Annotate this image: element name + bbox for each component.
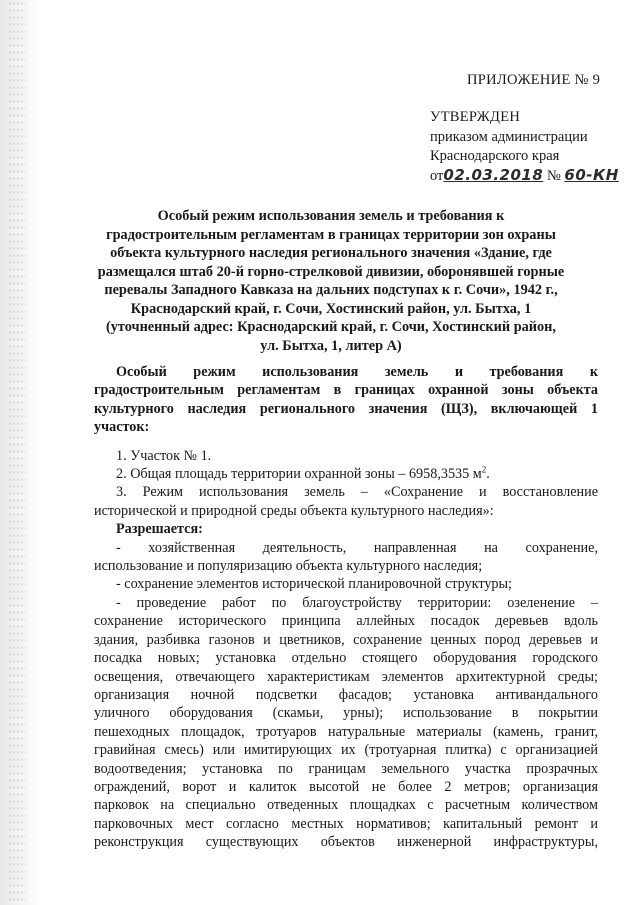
bullet-2: - сохранение элементов исторической планировочной структуры; — [116, 576, 512, 593]
approved-line-2: Краснодарского края — [430, 148, 560, 164]
section-heading-line: культурного наследия регионального значения (ЩЗ), включающей 1 — [94, 400, 598, 417]
bullet-3-line: освещения, отвечающего характеристикам элементов архитектурной среды; — [94, 668, 598, 685]
title-line: Особый режим использования земель и требования к — [157, 208, 505, 224]
title-line: градостроительным регламентам в границах территории зон охраны — [106, 226, 556, 243]
bullet-3-line: пешеходных площадок, тротуаров натуральные материалы (камень, гранит, — [94, 723, 598, 740]
approved-title: УТВЕРЖДЕН — [430, 109, 521, 125]
approved-line-1: приказом администрации — [430, 129, 588, 145]
item-1: 1. Участок № 1. — [116, 447, 212, 464]
section-heading-line: градостроительным регламентам в границах охранной зоны объекта — [94, 382, 598, 399]
item-2-superscript: 2 — [481, 464, 487, 475]
item-3-line: 3. Режим использования земель – «Сохранение и восстановление — [116, 484, 598, 501]
bullet-3-line: здания, разбивка газонов и цветников, сохранение ценных пород деревьев и — [94, 631, 598, 648]
bullet-3-line: сохранение исторического принципа аллейных посадок деревьев вдоль — [94, 613, 598, 630]
bullet-1-line: использование и популяризацию объекта культурного наследия; — [94, 558, 483, 575]
handwritten-date: 02.03.2018 — [443, 166, 544, 184]
title-line: ул. Бытха, 1, литер А) — [260, 337, 402, 354]
number-prefix: № — [546, 168, 561, 184]
item-2 — [94, 465, 598, 483]
bullet-3-line: реконструкция существующих объектов инженерной инфраструктуры, — [94, 834, 598, 851]
bullet-3-line: гравийная смесь) или имитирующих их (тротуарная плитка) с организацией — [94, 742, 598, 759]
bullet-3-line: водоотведения; установка по границам земельного участка прозрачных — [94, 760, 598, 777]
section-heading-line: участок: — [94, 419, 150, 436]
title-line: объекта культурного наследия регионального значения «Здание, где — [110, 245, 552, 261]
bullet-3-line: организация ночной подсветки фасадов; установка антивандального — [94, 686, 598, 703]
title-line: (уточненный адрес: Краснодарский край, г. Сочи, Хостинский район, — [105, 319, 556, 335]
bullet-3-line: - проведение работ по благоустройству территории: озеленение – — [116, 594, 598, 611]
section-heading — [94, 363, 598, 437]
section-heading-line: Особый режим использования земель и требования к — [116, 364, 598, 380]
title-line: перевалы Западного Кавказа на дальних подступах к г. Сочи», 1942 г., — [104, 282, 558, 298]
bullet-3-line: парковочных мест согласно местных нормативов; капитальный ремонт и — [94, 815, 598, 832]
date-prefix: от — [430, 168, 444, 184]
document-title — [96, 207, 566, 355]
title-line: Краснодарский край, г. Сочи, Хостинский район, ул. Бытха, 1 — [130, 300, 532, 317]
bullet-3-line: уличного оборудования (скамьи, урны); использование в покрытии — [94, 705, 598, 722]
item-3-line: исторической и природной среды объекта культурного наследия»: — [94, 502, 494, 519]
bullet-1-line: - хозяйственная деятельность, направленная на сохранение, — [116, 539, 598, 556]
bullet-3-line: ограждений, ворот и калиток высотой не более 2 метров; организация — [94, 778, 598, 795]
handwritten-number: 60-КН — [564, 166, 619, 184]
bullet-3-line: посадка новых; установка отдельно стоящего оборудования городского — [94, 650, 598, 667]
bullet-3-line: парковок на специально отведенных площадках с расчетным количеством — [94, 797, 598, 814]
allowed-label: Разрешается: — [116, 521, 203, 538]
approval-date-line — [430, 166, 619, 186]
scan-edge-noise — [8, 0, 26, 905]
approval-block — [430, 108, 619, 186]
item-2-end: . — [486, 466, 490, 483]
item-2-text: 2. Общая площадь территории охранной зоны – 6958,3535 м — [116, 466, 482, 483]
title-line: размещался штаб 20-й горно-стрелковой дивизии, оборонявшей горные — [97, 263, 565, 280]
appendix-label: ПРИЛОЖЕНИЕ № 9 — [467, 72, 601, 88]
document-body — [94, 363, 598, 852]
